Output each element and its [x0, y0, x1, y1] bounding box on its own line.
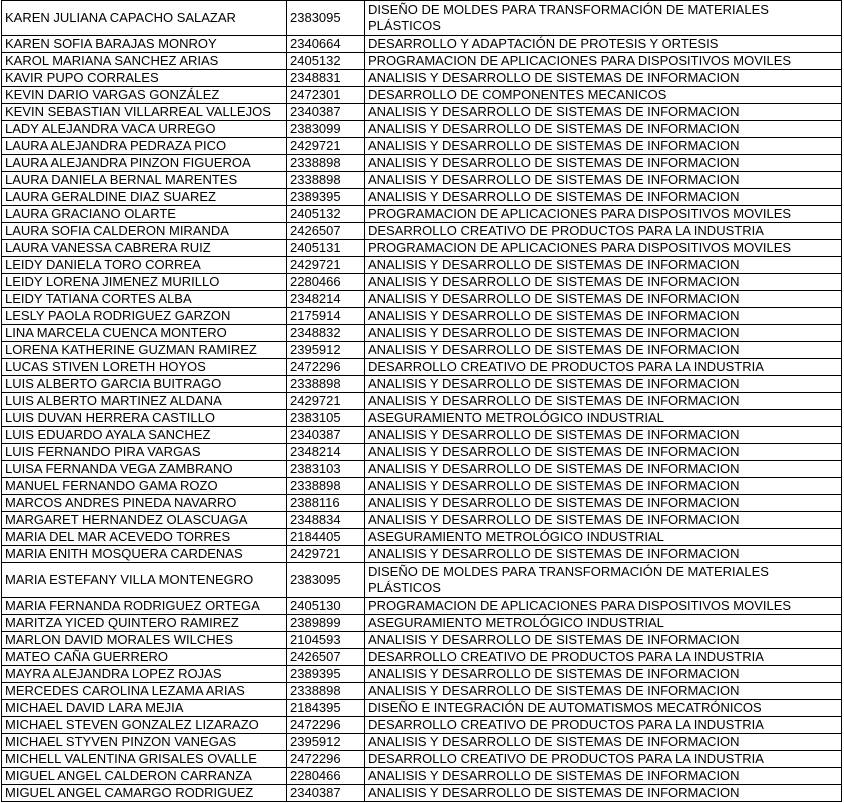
student-name-cell: MICHAEL STYVEN PINZON VANEGAS [2, 734, 287, 751]
program-cell: ANALISIS Y DESARROLLO DE SISTEMAS DE INFORMACION [365, 104, 842, 121]
table-row [2, 53, 842, 70]
table-row [2, 308, 842, 325]
program-cell: ANALISIS Y DESARROLLO DE SISTEMAS DE INFORMACION [365, 427, 842, 444]
group-code-cell: 2389899 [287, 615, 365, 632]
program-cell: ANALISIS Y DESARROLLO DE SISTEMAS DE INFORMACION [365, 155, 842, 172]
program-cell: ASEGURAMIENTO METROLÓGICO INDUSTRIAL [365, 529, 842, 546]
group-code-cell: 2429721 [287, 138, 365, 155]
table-row [2, 1, 842, 36]
table-row [2, 666, 842, 683]
student-name-cell: MARLON DAVID MORALES WILCHES [2, 632, 287, 649]
program-cell: ASEGURAMIENTO METROLÓGICO INDUSTRIAL [365, 615, 842, 632]
student-name-cell: LUIS FERNANDO PIRA VARGAS [2, 444, 287, 461]
student-name-cell: KEVIN DARIO VARGAS GONZÁLEZ [2, 87, 287, 104]
student-name-cell: MIGUEL ANGEL CAMARGO RODRIGUEZ [2, 785, 287, 802]
table-row [2, 70, 842, 87]
table-row [2, 478, 842, 495]
student-name-cell: LUIS EDUARDO AYALA SANCHEZ [2, 427, 287, 444]
group-code-cell: 2405130 [287, 598, 365, 615]
group-code-cell: 2340664 [287, 36, 365, 53]
program-cell: ANALISIS Y DESARROLLO DE SISTEMAS DE INFORMACION [365, 734, 842, 751]
group-code-cell: 2405132 [287, 53, 365, 70]
table-row [2, 393, 842, 410]
table-row [2, 785, 842, 802]
group-code-cell: 2280466 [287, 768, 365, 785]
program-cell: PROGRAMACION DE APLICACIONES PARA DISPOSITIVOS MOVILES [365, 53, 842, 70]
group-code-cell: 2389395 [287, 666, 365, 683]
student-name-cell: MARIA DEL MAR ACEVEDO TORRES [2, 529, 287, 546]
group-code-cell: 2383095 [287, 563, 365, 598]
group-code-cell: 2472296 [287, 717, 365, 734]
group-code-cell: 2395912 [287, 342, 365, 359]
table-row [2, 734, 842, 751]
group-code-cell: 2383105 [287, 410, 365, 427]
student-name-cell: LAURA ALEJANDRA PINZON FIGUEROA [2, 155, 287, 172]
student-name-cell: MANUEL FERNANDO GAMA ROZO [2, 478, 287, 495]
student-name-cell: MAYRA ALEJANDRA LOPEZ ROJAS [2, 666, 287, 683]
table-row [2, 155, 842, 172]
table-row [2, 104, 842, 121]
program-cell: ANALISIS Y DESARROLLO DE SISTEMAS DE INFORMACION [365, 342, 842, 359]
table-row [2, 461, 842, 478]
student-name-cell: LAURA GERALDINE DIAZ SUAREZ [2, 189, 287, 206]
table-row [2, 325, 842, 342]
program-cell: ANALISIS Y DESARROLLO DE SISTEMAS DE INFORMACION [365, 546, 842, 563]
group-code-cell: 2338898 [287, 155, 365, 172]
student-name-cell: KAREN JULIANA CAPACHO SALAZAR [2, 1, 287, 36]
group-code-cell: 2340387 [287, 427, 365, 444]
group-code-cell: 2383095 [287, 1, 365, 36]
table-row [2, 223, 842, 240]
program-cell: ANALISIS Y DESARROLLO DE SISTEMAS DE INFORMACION [365, 478, 842, 495]
group-code-cell: 2383103 [287, 461, 365, 478]
student-name-cell: LEIDY DANIELA TORO CORREA [2, 257, 287, 274]
student-name-cell: KEVIN SEBASTIAN VILLARREAL VALLEJOS [2, 104, 287, 121]
group-code-cell: 2388116 [287, 495, 365, 512]
table-row [2, 495, 842, 512]
table-row [2, 359, 842, 376]
group-code-cell: 2175914 [287, 308, 365, 325]
group-code-cell: 2383099 [287, 121, 365, 138]
program-cell: ANALISIS Y DESARROLLO DE SISTEMAS DE INFORMACION [365, 308, 842, 325]
table-row [2, 376, 842, 393]
program-cell: ANALISIS Y DESARROLLO DE SISTEMAS DE INFORMACION [365, 666, 842, 683]
program-cell: ANALISIS Y DESARROLLO DE SISTEMAS DE INFORMACION [365, 172, 842, 189]
group-code-cell: 2340387 [287, 104, 365, 121]
table-row [2, 274, 842, 291]
group-code-cell: 2426507 [287, 649, 365, 666]
student-table-body [2, 1, 842, 802]
table-row [2, 189, 842, 206]
student-name-cell: MICHAEL DAVID LARA MEJIA [2, 700, 287, 717]
student-name-cell: MIGUEL ANGEL CALDERON CARRANZA [2, 768, 287, 785]
program-cell: ANALISIS Y DESARROLLO DE SISTEMAS DE INFORMACION [365, 70, 842, 87]
group-code-cell: 2184395 [287, 700, 365, 717]
group-code-cell: 2338898 [287, 172, 365, 189]
group-code-cell: 2348832 [287, 325, 365, 342]
program-cell: DISEÑO DE MOLDES PARA TRANSFORMACIÓN DE MATERIALES PLÁSTICOS [365, 563, 842, 598]
group-code-cell: 2426507 [287, 223, 365, 240]
student-name-cell: LUIS ALBERTO GARCIA BUITRAGO [2, 376, 287, 393]
student-name-cell: LAURA VANESSA CABRERA RUIZ [2, 240, 287, 257]
table-row [2, 649, 842, 666]
table-row [2, 87, 842, 104]
program-cell: ANALISIS Y DESARROLLO DE SISTEMAS DE INFORMACION [365, 121, 842, 138]
student-name-cell: LADY ALEJANDRA VACA URREGO [2, 121, 287, 138]
group-code-cell: 2472301 [287, 87, 365, 104]
student-name-cell: MARCOS ANDRES PINEDA NAVARRO [2, 495, 287, 512]
group-code-cell: 2338898 [287, 478, 365, 495]
student-name-cell: MICHELL VALENTINA GRISALES OVALLE [2, 751, 287, 768]
table-row [2, 529, 842, 546]
student-name-cell: LAURA ALEJANDRA PEDRAZA PICO [2, 138, 287, 155]
program-cell: DESARROLLO CREATIVO DE PRODUCTOS PARA LA INDUSTRIA [365, 359, 842, 376]
student-name-cell: MATEO CAÑA GUERRERO [2, 649, 287, 666]
table-row [2, 257, 842, 274]
table-row [2, 717, 842, 734]
group-code-cell: 2280466 [287, 274, 365, 291]
table-row [2, 36, 842, 53]
program-cell: ANALISIS Y DESARROLLO DE SISTEMAS DE INFORMACION [365, 138, 842, 155]
table-row [2, 138, 842, 155]
program-cell: ANALISIS Y DESARROLLO DE SISTEMAS DE INFORMACION [365, 512, 842, 529]
group-code-cell: 2395912 [287, 734, 365, 751]
program-cell: ANALISIS Y DESARROLLO DE SISTEMAS DE INFORMACION [365, 393, 842, 410]
program-cell: ANALISIS Y DESARROLLO DE SISTEMAS DE INFORMACION [365, 291, 842, 308]
table-row [2, 768, 842, 785]
program-cell: DISEÑO DE MOLDES PARA TRANSFORMACIÓN DE MATERIALES PLÁSTICOS [365, 1, 842, 36]
program-cell: DESARROLLO Y ADAPTACIÓN DE PROTESIS Y ORTESIS [365, 36, 842, 53]
program-cell: ANALISIS Y DESARROLLO DE SISTEMAS DE INFORMACION [365, 683, 842, 700]
group-code-cell: 2405131 [287, 240, 365, 257]
student-name-cell: MARIA ESTEFANY VILLA MONTENEGRO [2, 563, 287, 598]
program-cell: ANALISIS Y DESARROLLO DE SISTEMAS DE INFORMACION [365, 632, 842, 649]
student-name-cell: LORENA KATHERINE GUZMAN RAMIREZ [2, 342, 287, 359]
program-cell: ANALISIS Y DESARROLLO DE SISTEMAS DE INFORMACION [365, 768, 842, 785]
student-name-cell: LINA MARCELA CUENCA MONTERO [2, 325, 287, 342]
program-cell: DESARROLLO DE COMPONENTES MECANICOS [365, 87, 842, 104]
group-code-cell: 2338898 [287, 376, 365, 393]
student-name-cell: LUCAS STIVEN LORETH HOYOS [2, 359, 287, 376]
program-cell: ANALISIS Y DESARROLLO DE SISTEMAS DE INFORMACION [365, 461, 842, 478]
program-cell: PROGRAMACION DE APLICACIONES PARA DISPOSITIVOS MOVILES [365, 240, 842, 257]
student-name-cell: LAURA SOFIA CALDERON MIRANDA [2, 223, 287, 240]
program-cell: ANALISIS Y DESARROLLO DE SISTEMAS DE INFORMACION [365, 444, 842, 461]
group-code-cell: 2348214 [287, 444, 365, 461]
student-name-cell: LUIS ALBERTO MARTINEZ ALDANA [2, 393, 287, 410]
program-cell: DESARROLLO CREATIVO DE PRODUCTOS PARA LA INDUSTRIA [365, 717, 842, 734]
program-cell: PROGRAMACION DE APLICACIONES PARA DISPOSITIVOS MOVILES [365, 206, 842, 223]
table-row [2, 206, 842, 223]
program-cell: ANALISIS Y DESARROLLO DE SISTEMAS DE INFORMACION [365, 189, 842, 206]
student-name-cell: MERCEDES CAROLINA LEZAMA ARIAS [2, 683, 287, 700]
table-row [2, 172, 842, 189]
program-cell: DESARROLLO CREATIVO DE PRODUCTOS PARA LA INDUSTRIA [365, 223, 842, 240]
group-code-cell: 2184405 [287, 529, 365, 546]
table-row [2, 342, 842, 359]
group-code-cell: 2348214 [287, 291, 365, 308]
student-name-cell: KAREN SOFIA BARAJAS MONROY [2, 36, 287, 53]
group-code-cell: 2348834 [287, 512, 365, 529]
student-name-cell: LAURA DANIELA BERNAL MARENTES [2, 172, 287, 189]
group-code-cell: 2405132 [287, 206, 365, 223]
table-row [2, 410, 842, 427]
program-cell: ANALISIS Y DESARROLLO DE SISTEMAS DE INFORMACION [365, 257, 842, 274]
group-code-cell: 2429721 [287, 546, 365, 563]
program-cell: ANALISIS Y DESARROLLO DE SISTEMAS DE INFORMACION [365, 785, 842, 802]
group-code-cell: 2389395 [287, 189, 365, 206]
group-code-cell: 2472296 [287, 751, 365, 768]
group-code-cell: 2338898 [287, 683, 365, 700]
table-row [2, 700, 842, 717]
table-row [2, 240, 842, 257]
program-cell: DISEÑO E INTEGRACIÓN DE AUTOMATISMOS MECATRÓNICOS [365, 700, 842, 717]
table-row [2, 563, 842, 598]
table-row [2, 444, 842, 461]
program-cell: ANALISIS Y DESARROLLO DE SISTEMAS DE INFORMACION [365, 495, 842, 512]
program-cell: ANALISIS Y DESARROLLO DE SISTEMAS DE INFORMACION [365, 376, 842, 393]
group-code-cell: 2429721 [287, 393, 365, 410]
student-table [1, 0, 842, 802]
student-name-cell: KAVIR PUPO CORRALES [2, 70, 287, 87]
student-name-cell: MARGARET HERNANDEZ OLASCUAGA [2, 512, 287, 529]
student-name-cell: MARIA FERNANDA RODRIGUEZ ORTEGA [2, 598, 287, 615]
table-row [2, 615, 842, 632]
table-row [2, 121, 842, 138]
table-row [2, 546, 842, 563]
program-cell: PROGRAMACION DE APLICACIONES PARA DISPOSITIVOS MOVILES [365, 598, 842, 615]
group-code-cell: 2104593 [287, 632, 365, 649]
group-code-cell: 2348831 [287, 70, 365, 87]
group-code-cell: 2472296 [287, 359, 365, 376]
student-name-cell: LUISA FERNANDA VEGA ZAMBRANO [2, 461, 287, 478]
student-name-cell: LEIDY LORENA JIMENEZ MURILLO [2, 274, 287, 291]
student-name-cell: KAROL MARIANA SANCHEZ ARIAS [2, 53, 287, 70]
student-name-cell: MARIA ENITH MOSQUERA CARDENAS [2, 546, 287, 563]
program-cell: ANALISIS Y DESARROLLO DE SISTEMAS DE INFORMACION [365, 325, 842, 342]
program-cell: ASEGURAMIENTO METROLÓGICO INDUSTRIAL [365, 410, 842, 427]
group-code-cell: 2340387 [287, 785, 365, 802]
program-cell: DESARROLLO CREATIVO DE PRODUCTOS PARA LA INDUSTRIA [365, 751, 842, 768]
program-cell: DESARROLLO CREATIVO DE PRODUCTOS PARA LA INDUSTRIA [365, 649, 842, 666]
table-row [2, 598, 842, 615]
table-row [2, 291, 842, 308]
table-row [2, 751, 842, 768]
table-row [2, 632, 842, 649]
student-name-cell: LAURA GRACIANO OLARTE [2, 206, 287, 223]
student-name-cell: MARITZA YICED QUINTERO RAMIREZ [2, 615, 287, 632]
program-cell: ANALISIS Y DESARROLLO DE SISTEMAS DE INFORMACION [365, 274, 842, 291]
student-name-cell: LEIDY TATIANA CORTES ALBA [2, 291, 287, 308]
table-row [2, 427, 842, 444]
student-name-cell: LESLY PAOLA RODRIGUEZ GARZON [2, 308, 287, 325]
student-name-cell: LUIS DUVAN HERRERA CASTILLO [2, 410, 287, 427]
group-code-cell: 2429721 [287, 257, 365, 274]
student-name-cell: MICHAEL STEVEN GONZALEZ LIZARAZO [2, 717, 287, 734]
table-row [2, 683, 842, 700]
table-row [2, 512, 842, 529]
